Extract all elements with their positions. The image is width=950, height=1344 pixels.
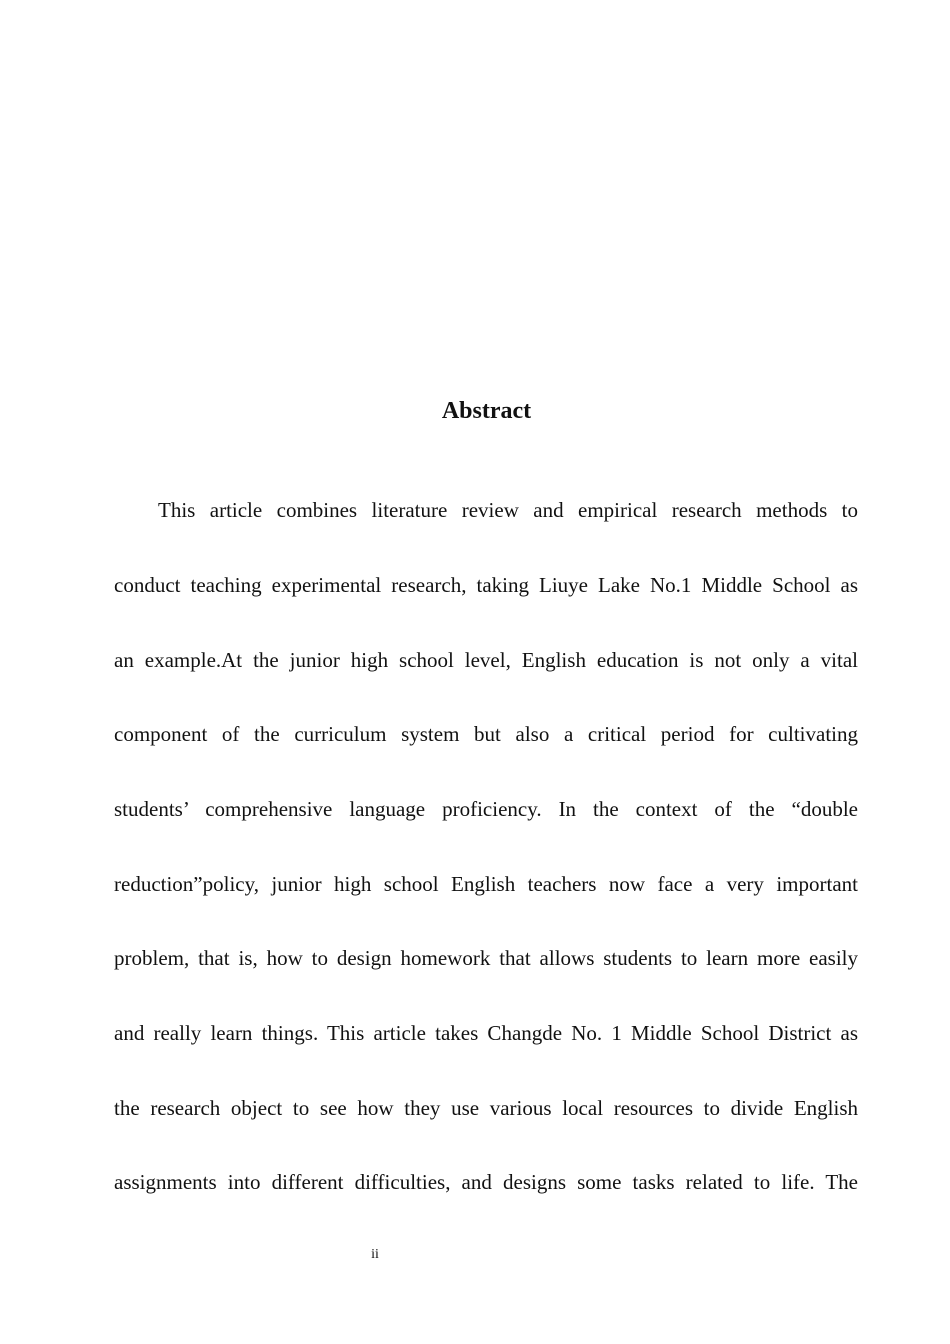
abstract-line: This article combines literature review and empirical research methods to (158, 498, 858, 522)
abstract-line: the research object to see how they use various local resources to divide English (114, 1096, 858, 1120)
abstract-line: conduct teaching experimental research, taking Liuye Lake No.1 Middle School as (114, 573, 858, 597)
abstract-line: component of the curriculum system but also a critical period for cultivating (114, 722, 858, 746)
abstract-line: students’ comprehensive language proficiency. In the context of the “double (114, 797, 858, 821)
abstract-title: Abstract (441, 398, 532, 424)
abstract-line: problem, that is, how to design homework that allows students to learn more easily (114, 946, 858, 970)
abstract-line: an example.At the junior high school level, English education is not only a vital (114, 648, 858, 672)
abstract-line: reduction”policy, junior high school English teachers now face a very important (114, 872, 858, 896)
page-number: ii (371, 1247, 379, 1262)
abstract-line: assignments into different difficulties, and designs some tasks related to life. The (114, 1170, 858, 1194)
abstract-line: and really learn things. This article takes Changde No. 1 Middle School District as (114, 1021, 858, 1045)
